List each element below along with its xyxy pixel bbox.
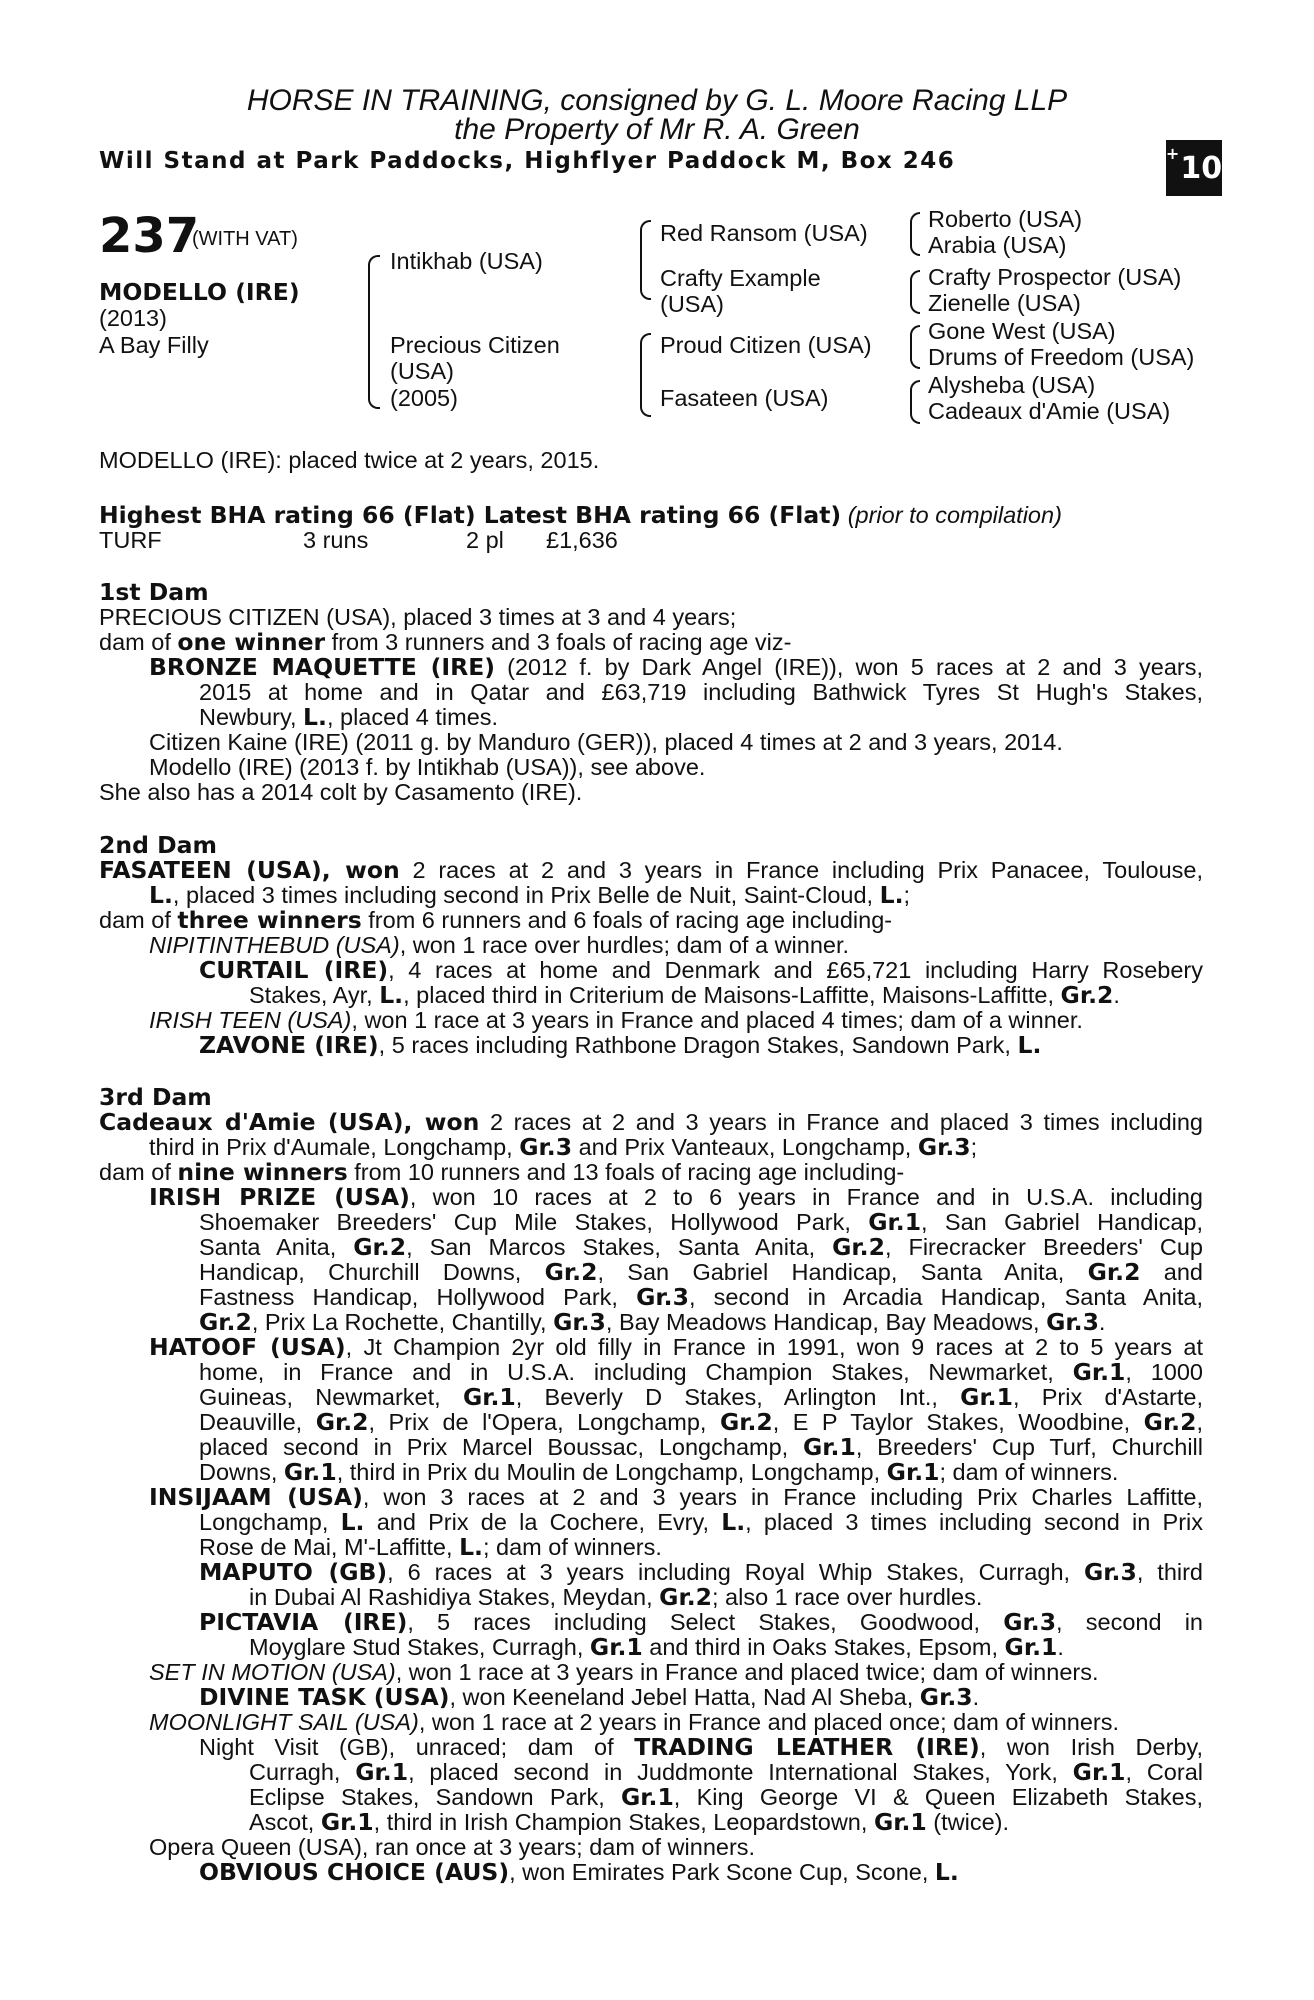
text: L. [934, 1858, 959, 1886]
stand-location: Will Stand at Park Paddocks, Highflyer Paddock M, Box 246 [99, 148, 956, 174]
dam3-line [99, 1160, 904, 1185]
text: Gr.3 [553, 1308, 606, 1336]
text: TRADING LEATHER (IRE) [634, 1733, 980, 1761]
text: Fastness Handicap, Hollywood Park, [199, 1284, 637, 1310]
text: Gr.3 [519, 1133, 573, 1161]
text: dam of [99, 1159, 178, 1185]
text: , second in [1056, 1609, 1203, 1635]
dam3-line [149, 1335, 1203, 1360]
text: ZAVONE (IRE) [199, 1031, 379, 1059]
second-dam-heading: 2nd Dam [99, 831, 217, 859]
dam3-line [199, 1210, 1203, 1235]
text: Gr.1 [620, 1783, 674, 1811]
lot-number: 237 [99, 208, 200, 264]
text: Gr.1 [960, 1383, 1013, 1411]
text: ; [903, 882, 911, 908]
dam3-line [199, 1260, 1203, 1285]
text: L. [303, 703, 327, 731]
text: , [1196, 1409, 1203, 1435]
dam3-line [199, 1560, 1203, 1585]
turf-runs: 3 runs [303, 527, 369, 553]
text: Longchamp, [199, 1509, 341, 1535]
dam2-line [149, 1008, 1083, 1033]
text: , 5 races including Rathbone Dragon Stakes, Sandown Park, [378, 1032, 1018, 1058]
text: , 4 races at home and Denmark and £65,721 including Harry Rosebery [388, 957, 1203, 983]
text: , Beverly D Stakes, Arlington Int., [515, 1384, 961, 1410]
text: . [1057, 1634, 1064, 1660]
text: one winner [177, 628, 326, 656]
text: L. [459, 1533, 483, 1561]
header-line-1: HORSE IN TRAINING, consigned by G. L. Moore Racing LLP [246, 84, 1068, 117]
text: Night Visit (GB), unraced; dam of [199, 1734, 635, 1760]
text: Gr.3 [917, 1133, 971, 1161]
text: Gr.3 [1003, 1608, 1057, 1636]
turf-earnings: £1,636 [546, 527, 618, 553]
text: ; [970, 1134, 978, 1160]
pedigree-brace-3d [910, 380, 920, 424]
dam3-line [199, 1685, 979, 1710]
dam2-line [99, 908, 892, 933]
text: Moyglare Stud Stakes, Curragh, [249, 1634, 590, 1660]
text: ; dam of winners. [939, 1459, 1119, 1485]
text: FASATEEN (USA), won [99, 856, 400, 884]
dam3-line [199, 1460, 1118, 1485]
text: L. [149, 881, 173, 909]
text: Gr.3 [1046, 1308, 1099, 1336]
text: Gr.1 [873, 1808, 927, 1836]
text: Gr.2 [832, 1233, 885, 1261]
text: , won Irish Derby, [979, 1734, 1204, 1760]
text: , won 10 races at 2 to 6 years in France and in U.S.A. including [409, 1184, 1203, 1210]
dam3-line [199, 1310, 1105, 1335]
text: , placed 4 times. [326, 704, 499, 730]
dam3-line [199, 1360, 1203, 1385]
text: INSIJAAM (USA) [149, 1483, 363, 1511]
text: from 3 runners and 3 foals of racing age viz- [325, 629, 792, 655]
text: , won Emirates Park Scone Cup, Scone, [509, 1859, 935, 1885]
text: , won 1 race at 2 years in France and placed once; dam of winners. [418, 1709, 1120, 1735]
text: . [1098, 1309, 1106, 1335]
text: SET IN MOTION (USA) [149, 1659, 396, 1685]
dam3-line [199, 1410, 1203, 1435]
text: Rose de Mai, M'-Laffitte, [199, 1534, 460, 1560]
dam2-line [149, 933, 849, 958]
dam3-line [249, 1760, 1203, 1785]
text: . [1113, 982, 1120, 1008]
dam1-line [199, 705, 498, 730]
text: , King George VI & Queen Elizabeth Stakes, [673, 1784, 1203, 1810]
dam-sire-sire: Gone West (USA) [928, 318, 1116, 344]
text: MAPUTO (GB) [199, 1558, 388, 1586]
dam3-line [199, 1535, 662, 1560]
text: Gr.1 [886, 1458, 940, 1486]
text: and [1140, 1259, 1203, 1285]
text: , 1000 [1125, 1359, 1203, 1385]
sire: Intikhab (USA) [390, 248, 543, 274]
first-dam-heading: 1st Dam [99, 578, 209, 606]
text: and Prix Vanteaux, Longchamp, [572, 1134, 918, 1160]
text: Gr.3 [1084, 1558, 1137, 1586]
dam1-line: She also has a 2014 colt by Casamento (IRE). [99, 779, 583, 805]
text: in Dubai Al Rashidiya Stakes, Meydan, [249, 1584, 660, 1610]
text: L. [1017, 1031, 1042, 1059]
text: Gr.1 [462, 1383, 516, 1411]
text: , second in Arcadia Handicap, Santa Anita, [688, 1284, 1203, 1310]
text: Gr.2 [1143, 1408, 1197, 1436]
text: placed second in Prix Marcel Boussac, Longchamp, [199, 1434, 804, 1460]
text: , won 3 races at 2 and 3 years in France including Prix Charles Laffitte, [362, 1484, 1203, 1510]
dam1-line [149, 655, 1203, 680]
text: , placed second in Juddmonte International Stakes, York, [408, 1759, 1073, 1785]
dam2-line [99, 858, 1203, 883]
dam3-line: Opera Queen (USA), ran once at 3 years; dam of winners. [149, 1834, 756, 1860]
badge-number: 10 [1180, 150, 1223, 186]
header-line-2: the Property of Mr R. A. Green [454, 113, 860, 146]
text: Newbury, [199, 704, 304, 730]
text: Gr.1 [1004, 1633, 1058, 1661]
text: Gr.2 [199, 1308, 252, 1336]
text: , San Gabriel Handicap, Santa Anita, [597, 1259, 1088, 1285]
dam2-line [249, 983, 1120, 1008]
text: L. [379, 981, 404, 1009]
vat-note: (WITH VAT) [192, 228, 298, 250]
dam1-line: Citizen Kaine (IRE) (2011 g. by Manduro (GER)), placed 4 times at 2 and 3 years, 2014. [149, 729, 1063, 755]
dam-line-2: (USA) [390, 358, 454, 384]
dam3-line [199, 1860, 959, 1885]
pedigree-brace-1 [368, 255, 380, 409]
text: home, in France and in U.S.A. including Champion Stakes, Newmarket, [199, 1359, 1073, 1385]
text: Gr.1 [589, 1633, 643, 1661]
dam3-line [149, 1135, 977, 1160]
text: , placed third in Criterium de Maisons-Laffitte, Maisons-Laffitte, [403, 982, 1061, 1008]
text: dam of [99, 907, 178, 933]
text: from 10 runners and 13 foals of racing age including- [347, 1159, 905, 1185]
text: IRISH PRIZE (USA) [149, 1183, 410, 1211]
sire-dam-2: (USA) [660, 291, 724, 317]
turf-placed: 2 pl [466, 527, 504, 553]
pedigree-brace-3c [910, 325, 920, 369]
text: , placed 3 times including second in Prix Belle de Nuit, Saint-Cloud, [172, 882, 880, 908]
text: Deauville, [199, 1409, 316, 1435]
text: BRONZE MAQUETTE (IRE) [149, 653, 496, 681]
third-dam-heading: 3rd Dam [99, 1083, 212, 1111]
text: nine winners [177, 1158, 348, 1186]
text: and Prix de la Cochere, Evry, [364, 1509, 722, 1535]
text: , Breeders' Cup Turf, Churchill [855, 1434, 1203, 1460]
pedigree-brace-2a [640, 220, 651, 300]
text: Gr.1 [283, 1458, 337, 1486]
dam1-line [99, 630, 791, 655]
rating-text: Highest BHA rating 66 (Flat) Latest BHA rating 66 (Flat) [99, 501, 842, 529]
dam3-line [149, 1485, 1203, 1510]
dam3-line [99, 1110, 1203, 1135]
text: , won 1 race at 3 years in France and placed 4 times; dam of a winner. [351, 1007, 1083, 1033]
dam3-line [249, 1635, 1064, 1660]
dam1-line: Modello (IRE) (2013 f. by Intikhab (USA)), see above. [149, 754, 706, 780]
dam3-line [199, 1435, 1203, 1460]
dam3-line [149, 1660, 1099, 1685]
text: (twice). [926, 1809, 1010, 1835]
text: . [972, 1684, 980, 1710]
text: , San Marcos Stakes, Santa Anita, [406, 1234, 833, 1260]
text: ; dam of winners. [482, 1534, 662, 1560]
dam3-line [149, 1710, 1119, 1735]
text: , Prix de l'Opera, Longchamp, [368, 1409, 720, 1435]
dam-dam-sire: Alysheba (USA) [928, 372, 1096, 398]
dam-dam-dam: Cadeaux d'Amie (USA) [928, 398, 1171, 424]
text: , third in Irish Champion Stakes, Leopardstown, [373, 1809, 874, 1835]
text: Curragh, [249, 1759, 356, 1785]
text: Gr.1 [320, 1808, 374, 1836]
dam3-line [249, 1785, 1203, 1810]
dam2-line [199, 958, 1203, 983]
text: , E P Taylor Stakes, Woodbine, [772, 1409, 1144, 1435]
text: from 6 runners and 6 foals of racing age including- [361, 907, 893, 933]
text: , 5 races including Select Stakes, Goodwood, [407, 1609, 1004, 1635]
sire-sire: Red Ransom (USA) [660, 220, 868, 246]
badge-plus: + [1165, 144, 1180, 163]
sire-sire-sire: Roberto (USA) [928, 206, 1083, 232]
dam-dam: Fasateen (USA) [660, 385, 829, 411]
text: PICTAVIA (IRE) [199, 1608, 408, 1636]
text: third in Prix d'Aumale, Longchamp, [149, 1134, 520, 1160]
dam3-line [199, 1235, 1203, 1260]
dam3-line [199, 1510, 1203, 1535]
text: , third [1136, 1559, 1204, 1585]
text: Gr.2 [315, 1408, 369, 1436]
text: dam of [99, 629, 178, 655]
text: , Prix d'Astarte, [1012, 1384, 1204, 1410]
text: Gr.2 [719, 1408, 773, 1436]
dam3-line [249, 1585, 982, 1610]
text: Stakes, Ayr, [249, 982, 380, 1008]
text: L. [879, 881, 904, 909]
text: Eclipse Stakes, Sandown Park, [249, 1784, 621, 1810]
dam-sire: Proud Citizen (USA) [660, 332, 872, 358]
text: L. [340, 1508, 365, 1536]
text: NIPITINTHEBUD (USA) [149, 932, 400, 958]
text: CURTAIL (IRE) [199, 956, 389, 984]
text: 2 races at 2 and 3 years in France and placed 3 times including [479, 1109, 1204, 1135]
text: Gr.1 [1072, 1358, 1126, 1386]
text: , 6 races at 3 years including Royal Whip Stakes, Curragh, [387, 1559, 1084, 1585]
text: IRISH TEEN (USA) [149, 1007, 352, 1033]
dam1-line: PRECIOUS CITIZEN (USA), placed 3 times at 3 and 4 years; [99, 604, 737, 630]
text: Gr.3 [636, 1283, 689, 1311]
text: Ascot, [249, 1809, 321, 1835]
dam2-line [199, 1033, 1041, 1058]
text: Gr.1 [355, 1758, 409, 1786]
text: Guineas, Newmarket, [199, 1384, 463, 1410]
text: , Bay Meadows Handicap, Bay Meadows, [605, 1309, 1047, 1335]
text: Handicap, Churchill Downs, [199, 1259, 545, 1285]
text: Cadeaux d'Amie (USA), won [99, 1108, 480, 1136]
dam2-line [149, 883, 910, 908]
race-summary: MODELLO (IRE): placed twice at 2 years, 2015. [99, 447, 600, 473]
text: HATOOF (USA) [149, 1333, 346, 1361]
text: DIVINE TASK (USA) [199, 1683, 450, 1711]
text: Gr.2 [1060, 981, 1114, 1009]
text: Gr.1 [868, 1208, 922, 1236]
sire-sire-dam: Arabia (USA) [928, 232, 1067, 258]
text: , Firecracker Breeders' Cup [884, 1234, 1203, 1260]
text: Gr.2 [544, 1258, 598, 1286]
pedigree-brace-3a [910, 212, 920, 256]
text: ; also 1 race over hurdles. [711, 1584, 983, 1610]
text: Downs, [199, 1459, 284, 1485]
text: (2012 f. by Dark Angel (IRE)), won 5 races at 2 and 3 years, [495, 654, 1204, 680]
text: MOONLIGHT SAIL (USA) [149, 1709, 419, 1735]
text: and third in Oaks Stakes, Epsom, [642, 1634, 1005, 1660]
dam3-line [199, 1385, 1203, 1410]
text: Gr.2 [1087, 1258, 1141, 1286]
horse-description: A Bay Filly [99, 332, 209, 358]
text: , won 1 race over hurdles; dam of a winner. [399, 932, 850, 958]
dam-line-1: Precious Citizen [390, 332, 560, 358]
dam-sire-dam: Drums of Freedom (USA) [928, 344, 1195, 370]
dam3-line [199, 1285, 1203, 1310]
sire-dam-sire: Crafty Prospector (USA) [928, 264, 1182, 290]
bha-rating [99, 503, 1062, 528]
text: Gr.1 [1072, 1758, 1126, 1786]
text: Gr.2 [353, 1233, 407, 1261]
text: Shoemaker Breeders' Cup Mile Stakes, Hollywood Park, [199, 1209, 869, 1235]
text: 2 races at 2 and 3 years in France including Prix Panacee, Toulouse, [399, 857, 1203, 883]
text: OBVIOUS CHOICE (AUS) [199, 1858, 510, 1886]
dam3-line [199, 1610, 1203, 1635]
pedigree-brace-2b [640, 333, 651, 417]
text: , placed 3 times including second in Prix [745, 1509, 1204, 1535]
horse-year: (2013) [99, 305, 167, 331]
text: , won Keeneland Jebel Hatta, Nad Al Sheba, [449, 1684, 920, 1710]
text: L. [721, 1508, 746, 1536]
text: Gr.3 [919, 1683, 973, 1711]
age-badge [1166, 140, 1222, 196]
text: , San Gabriel Handicap, [921, 1209, 1203, 1235]
sire-dam-1: Crafty Example [660, 265, 821, 291]
dam1-line: 2015 at home and in Qatar and £63,719 including Bathwick Tyres St Hugh's Stakes, [199, 679, 1203, 705]
text: Gr.2 [659, 1583, 712, 1611]
text: Gr.1 [803, 1433, 856, 1461]
text: three winners [177, 906, 362, 934]
dam-line-3: (2005) [390, 385, 458, 411]
dam3-line [149, 1185, 1203, 1210]
text: , won 1 race at 3 years in France and placed twice; dam of winners. [395, 1659, 1099, 1685]
turf-surface: TURF [99, 527, 162, 553]
dam3-line [249, 1810, 1009, 1835]
sire-dam-dam: Zienelle (USA) [928, 290, 1081, 316]
dam3-line [199, 1735, 1203, 1760]
horse-name: MODELLO (IRE) [99, 278, 300, 306]
pedigree-brace-3b [910, 270, 920, 314]
text: , Jt Champion 2yr old filly in France in 1991, won 9 races at 2 to 5 years at [345, 1334, 1203, 1360]
text: Santa Anita, [199, 1234, 354, 1260]
text: , Coral [1125, 1759, 1203, 1785]
text: , Prix La Rochette, Chantilly, [251, 1309, 554, 1335]
text: , third in Prix du Moulin de Longchamp, Longchamp, [336, 1459, 887, 1485]
rating-note: (prior to compilation) [847, 502, 1062, 528]
